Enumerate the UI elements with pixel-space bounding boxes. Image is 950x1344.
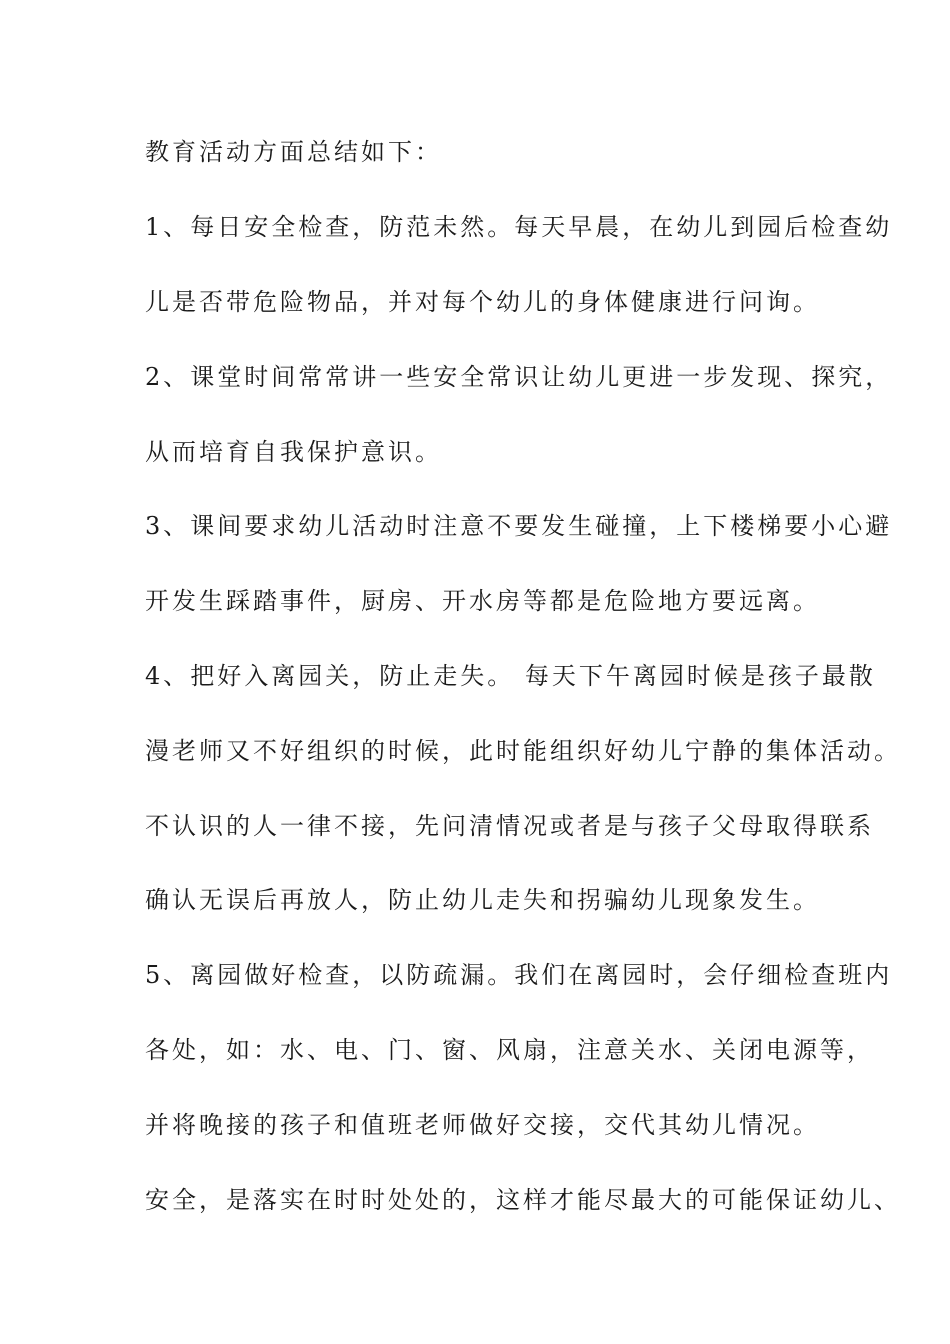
item-1-line-1: 1、每日安全检查，防范未然。每天早晨，在幼儿到园后检查幼 bbox=[145, 213, 893, 241]
item-4-line-2: 漫老师又不好组织的时候，此时能组织好幼儿宁静的集体活动。 bbox=[145, 737, 901, 765]
item-5-line-3: 并将晚接的孩子和值班老师做好交接，交代其幼儿情况。 bbox=[145, 1111, 820, 1139]
item-2-line-1: 2、课堂时间常常讲一些安全常识让幼儿更进一步发现、探究， bbox=[145, 363, 893, 391]
intro-line: 教育活动方面总结如下： bbox=[145, 138, 442, 166]
item-3-line-2: 开发生踩踏事件，厨房、开水房等都是危险地方要远离。 bbox=[145, 587, 820, 615]
item-5-line-2: 各处，如：水、电、门、窗、风扇，注意关水、关闭电源等， bbox=[145, 1036, 874, 1064]
item-3-line-1: 3、课间要求幼儿活动时注意不要发生碰撞，上下楼梯要小心避 bbox=[145, 512, 893, 540]
item-4-line-1: 4、把好入离园关，防止走失。 每天下午离园时候是孩子最散 bbox=[145, 662, 876, 690]
closing-line: 安全，是落实在时时处处的，这样才能尽最大的可能保证幼儿、 bbox=[145, 1186, 901, 1214]
item-4-line-3: 不认识的人一律不接，先问清情况或者是与孩子父母取得联系 bbox=[145, 812, 874, 840]
item-5-line-1: 5、离园做好检查，以防疏漏。我们在离园时，会仔细检查班内 bbox=[145, 961, 893, 989]
item-1-line-2: 儿是否带危险物品，并对每个幼儿的身体健康进行问询。 bbox=[145, 288, 820, 316]
item-2-line-2: 从而培育自我保护意识。 bbox=[145, 438, 442, 466]
item-4-line-4: 确认无误后再放人，防止幼儿走失和拐骗幼儿现象发生。 bbox=[145, 886, 820, 914]
